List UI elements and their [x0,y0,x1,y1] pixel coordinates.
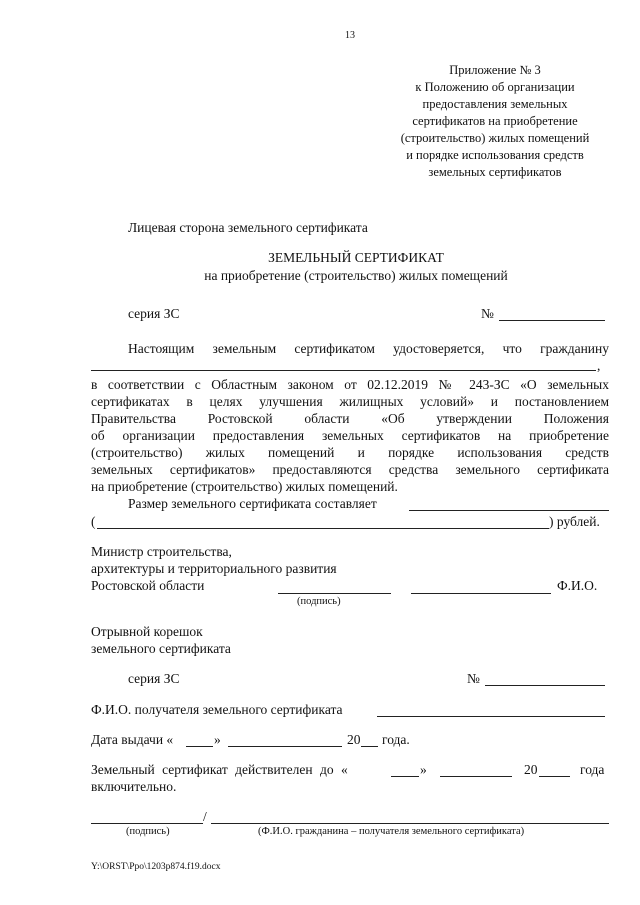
side-label: Лицевая сторона земельного сертификата [128,220,368,235]
stub-recipient-field [377,716,605,717]
document-title: ЗЕМЕЛЬНЫЙ СЕРТИФИКАТ [268,250,444,265]
paragraph-line: на приобретение (строительство) жилых помещений. [91,479,398,494]
cert-intro: Настоящим земельным сертификатом удостоверяется, что гражданину [128,341,609,356]
paragraph-line: сертификатах в целях улучшения жилищных условий» и постановлением [91,394,609,409]
page-number: 13 [345,30,355,41]
minister-line: Министр строительства, [91,544,232,559]
paragraph-line: Правительства Ростовской области «Об утверждении Положения [91,411,609,426]
valid-year-field [539,776,570,777]
appendix-line: Приложение № 3 [449,63,541,77]
valid-label: Земельный сертификат действителен до « [91,762,348,777]
slash: / [203,809,207,824]
amount-close: ) рублей. [549,514,600,529]
stub-signature-field [91,823,203,824]
issue-day-field [186,746,213,747]
stub-title: земельного сертификата [91,641,231,656]
stub-recipient-caption: (Ф.И.О. гражданина – получателя земельного сертификата) [258,826,525,837]
appendix-line: (строительство) жилых помещений [400,131,590,145]
paragraph-line: в соответствии с Областным законом от 02.12.2019 № 243-ЗС «О земельных [91,377,609,392]
valid-day-field [391,776,419,777]
issue-year-field [361,746,378,747]
amount-open-paren: ( [91,514,96,529]
cert-paragraph [91,376,609,495]
minister-signature-caption: (подпись) [297,596,341,607]
stub-number-field [485,685,605,686]
valid-quote-close: » [420,762,427,777]
minister-fio-label: Ф.И.О. [557,578,598,593]
valid-line2: включительно. [91,779,177,794]
appendix-header [360,62,630,181]
minister-signature-field [278,593,391,594]
paragraph-line: земельных сертификатов» предоставляются средства земельного сертификата [91,462,609,477]
number-label: № [481,306,494,321]
issue-year-prefix: 20 [347,732,361,747]
appendix-line: земельных сертификатов [428,165,562,179]
stub-fio-field [211,823,609,824]
paragraph-line: об организации предоставления земельных сертификатов на приобретение [91,428,609,443]
recipient-name-field [91,370,596,371]
stub-title: Отрывной корешок [91,624,203,639]
minister-line: архитектуры и территориального развития [91,561,337,576]
appendix-line: предоставления земельных [422,97,568,111]
issue-quote-close: » [214,732,221,747]
stub-recipient-label: Ф.И.О. получателя земельного сертификата [91,702,343,717]
valid-year-prefix: 20 [524,762,538,777]
amount-number-field [409,510,609,511]
minister-line: Ростовской области [91,578,205,593]
series-label: серия ЗС [128,306,180,321]
appendix-line: сертификатов на приобретение [412,114,578,128]
amount-words-field [97,528,549,529]
paragraph-line: (строительство) жилых помещений и порядке использования средств [91,445,609,460]
appendix-line: к Положению об организации [415,80,575,94]
number-field [499,320,605,321]
comma: , [597,358,601,373]
valid-suffix: года [580,762,605,777]
amount-label: Размер земельного сертификата составляет [128,496,377,511]
minister-fio-field [411,593,551,594]
issue-date-label: Дата выдачи « [91,732,174,747]
footer-file-path: Y:\ORST\Ppo\1203p874.f19.docx [91,862,221,872]
valid-month-field [440,776,512,777]
stub-number-label: № [467,671,480,686]
issue-date-suffix: года. [382,732,410,747]
appendix-line: и порядке использования средств [406,148,584,162]
issue-month-field [228,746,342,747]
stub-signature-caption: (подпись) [126,826,170,837]
document-subtitle: на приобретение (строительство) жилых помещений [204,268,508,283]
stub-series-label: серия ЗС [128,671,180,686]
